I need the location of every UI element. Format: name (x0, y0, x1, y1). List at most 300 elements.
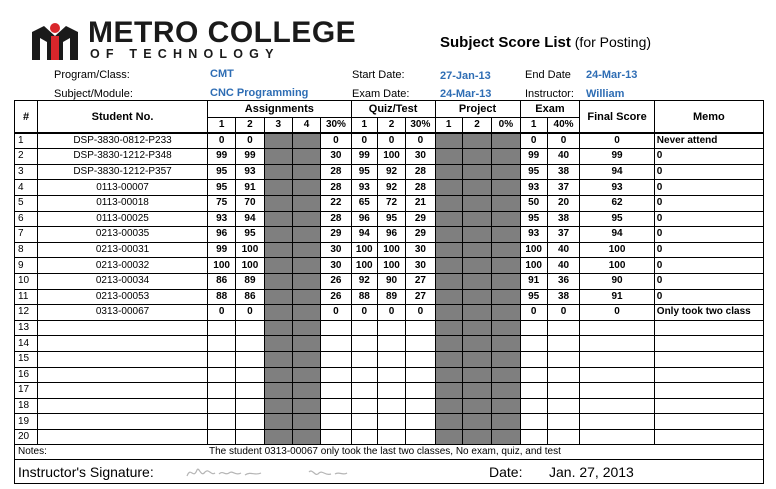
date-label: Date: (489, 464, 523, 480)
shaded-cell (264, 398, 292, 414)
cell-memo (654, 351, 763, 367)
shaded-cell (292, 242, 320, 258)
cell-id (38, 320, 208, 336)
signature-label: Instructor's Signature: (18, 464, 154, 480)
cell-q2: 0 (377, 133, 405, 149)
shaded-cell (435, 227, 462, 243)
cell-a1: 93 (207, 211, 235, 227)
shaded-cell (492, 414, 520, 430)
cell-memo: 0 (654, 180, 763, 196)
shaded-cell (462, 429, 491, 445)
cell-a1 (207, 367, 235, 383)
cell-q1 (351, 320, 377, 336)
cell-memo (654, 367, 763, 383)
cell-e1: 95 (520, 211, 547, 227)
cell-q30: 27 (406, 273, 435, 289)
shaded-cell (435, 305, 462, 321)
cell-e40 (547, 398, 580, 414)
shaded-cell (292, 164, 320, 180)
cell-memo (654, 414, 763, 430)
signature-row (14, 460, 764, 484)
cell-id: 0113-00018 (38, 195, 208, 211)
shaded-cell (462, 367, 491, 383)
cell-e1: 93 (520, 227, 547, 243)
cell-q30: 30 (406, 149, 435, 165)
shaded-cell (435, 273, 462, 289)
cell-a1: 99 (207, 149, 235, 165)
sub-header: 1 (435, 118, 462, 134)
cell-a30: 26 (321, 273, 351, 289)
cell-q2: 89 (377, 289, 405, 305)
cell-e1: 91 (520, 273, 547, 289)
cell-memo: Only took two class (654, 305, 763, 321)
shaded-cell (462, 383, 491, 399)
cell-e40: 40 (547, 242, 580, 258)
shaded-cell (435, 180, 462, 196)
cell-memo: 0 (654, 242, 763, 258)
exam-date-value: 24-Mar-13 (440, 88, 492, 100)
cell-final: 94 (580, 227, 654, 243)
cell-n: 8 (15, 242, 38, 258)
college-logo (30, 14, 357, 64)
cell-final: 0 (580, 133, 654, 149)
shaded-cell (292, 398, 320, 414)
cell-id: DSP-3830-0812-P233 (38, 133, 208, 149)
shaded-cell (264, 149, 292, 165)
cell-a1 (207, 351, 235, 367)
cell-q1 (351, 351, 377, 367)
cell-final: 90 (580, 273, 654, 289)
sub-header: 2 (377, 118, 405, 134)
cell-a1: 99 (207, 242, 235, 258)
shaded-cell (292, 227, 320, 243)
cell-q30 (406, 398, 435, 414)
cell-a30: 28 (321, 180, 351, 196)
shaded-cell (292, 414, 320, 430)
cell-a30 (321, 398, 351, 414)
handwritten-signature-icon (185, 464, 355, 482)
cell-a1: 95 (207, 180, 235, 196)
shaded-cell (435, 429, 462, 445)
shaded-cell (492, 149, 520, 165)
table-row (15, 149, 764, 165)
cell-a2 (236, 383, 264, 399)
cell-id: DSP-3830-1212-P357 (38, 164, 208, 180)
shaded-cell (264, 320, 292, 336)
score-table-body (15, 133, 764, 445)
shaded-cell (292, 211, 320, 227)
cell-q30: 0 (406, 133, 435, 149)
cell-n: 3 (15, 164, 38, 180)
cell-e1: 93 (520, 180, 547, 196)
cell-memo: 0 (654, 195, 763, 211)
cell-n: 15 (15, 351, 38, 367)
cell-q1 (351, 383, 377, 399)
cell-n: 17 (15, 383, 38, 399)
shaded-cell (292, 133, 320, 149)
cell-q1: 99 (351, 149, 377, 165)
cell-id: 0213-00053 (38, 289, 208, 305)
title-main: Subject Score List (440, 34, 571, 51)
table-row (15, 195, 764, 211)
cell-memo (654, 398, 763, 414)
cell-a30: 22 (321, 195, 351, 211)
cell-id: DSP-3830-1212-P348 (38, 149, 208, 165)
cell-q1: 65 (351, 195, 377, 211)
shaded-cell (264, 367, 292, 383)
shaded-cell (264, 414, 292, 430)
cell-final: 93 (580, 180, 654, 196)
cell-a2 (236, 429, 264, 445)
cell-id (38, 398, 208, 414)
cell-q1 (351, 336, 377, 352)
shaded-cell (264, 258, 292, 274)
col-header-memo: Memo (654, 101, 763, 134)
end-date-label: End Date (525, 69, 571, 81)
cell-a1: 0 (207, 305, 235, 321)
cell-n: 9 (15, 258, 38, 274)
cell-id (38, 414, 208, 430)
cell-final: 0 (580, 305, 654, 321)
cell-e1: 0 (520, 305, 547, 321)
cell-q1: 95 (351, 164, 377, 180)
cell-a30 (321, 367, 351, 383)
cell-e1 (520, 398, 547, 414)
cell-q30: 28 (406, 164, 435, 180)
shaded-cell (462, 211, 491, 227)
shaded-cell (492, 429, 520, 445)
col-header-student: Student No. (38, 101, 208, 134)
shaded-cell (292, 305, 320, 321)
cell-q30 (406, 429, 435, 445)
cell-e40: 37 (547, 227, 580, 243)
cell-id (38, 367, 208, 383)
cell-n: 7 (15, 227, 38, 243)
sub-header: 1 (520, 118, 547, 134)
cell-n: 16 (15, 367, 38, 383)
shaded-cell (264, 164, 292, 180)
shaded-cell (292, 149, 320, 165)
col-header-final: Final Score (580, 101, 654, 134)
shaded-cell (492, 398, 520, 414)
notes-label: Notes: (18, 446, 47, 457)
table-row (15, 414, 764, 430)
cell-a30: 28 (321, 211, 351, 227)
shaded-cell (435, 383, 462, 399)
cell-a30 (321, 336, 351, 352)
cell-a1: 75 (207, 195, 235, 211)
col-header-project: Project (435, 101, 520, 118)
shaded-cell (492, 258, 520, 274)
cell-final: 100 (580, 242, 654, 258)
col-header-exam: Exam (520, 101, 580, 118)
cell-q2: 96 (377, 227, 405, 243)
cell-q2 (377, 367, 405, 383)
cell-q30 (406, 351, 435, 367)
table-row (15, 367, 764, 383)
shaded-cell (492, 227, 520, 243)
cell-a2: 100 (236, 242, 264, 258)
col-header-assignments: Assignments (207, 101, 351, 118)
col-header-quiz: Quiz/Test (351, 101, 435, 118)
cell-e1: 95 (520, 289, 547, 305)
sub-header: 3 (264, 118, 292, 134)
cell-q30 (406, 414, 435, 430)
cell-e40: 20 (547, 195, 580, 211)
cell-q30 (406, 367, 435, 383)
shaded-cell (435, 211, 462, 227)
cell-a2: 100 (236, 258, 264, 274)
cell-q30: 27 (406, 289, 435, 305)
shaded-cell (435, 336, 462, 352)
shaded-cell (435, 133, 462, 149)
cell-e40 (547, 383, 580, 399)
cell-q30: 29 (406, 227, 435, 243)
cell-e40: 38 (547, 164, 580, 180)
cell-q2: 100 (377, 258, 405, 274)
cell-q2: 72 (377, 195, 405, 211)
cell-q1: 94 (351, 227, 377, 243)
cell-a2: 95 (236, 227, 264, 243)
cell-memo (654, 336, 763, 352)
table-row (15, 273, 764, 289)
cell-q1: 100 (351, 242, 377, 258)
shaded-cell (264, 289, 292, 305)
shaded-cell (462, 164, 491, 180)
shaded-cell (292, 273, 320, 289)
shaded-cell (435, 320, 462, 336)
cell-a30: 29 (321, 227, 351, 243)
shaded-cell (435, 414, 462, 430)
shaded-cell (264, 242, 292, 258)
subject-value: CNC Programming (210, 87, 309, 99)
cell-final: 91 (580, 289, 654, 305)
cell-a2: 0 (236, 133, 264, 149)
cell-e40: 37 (547, 180, 580, 196)
cell-id: 0213-00034 (38, 273, 208, 289)
cell-q30 (406, 383, 435, 399)
cell-q30: 29 (406, 211, 435, 227)
cell-a1 (207, 398, 235, 414)
shaded-cell (492, 133, 520, 149)
shaded-cell (462, 305, 491, 321)
cell-id: 0213-00032 (38, 258, 208, 274)
cell-q2: 90 (377, 273, 405, 289)
sub-header: 2 (462, 118, 491, 134)
exam-date-label: Exam Date: (352, 88, 410, 100)
shaded-cell (462, 180, 491, 196)
cell-memo (654, 383, 763, 399)
sub-header: 30% (321, 118, 351, 134)
shaded-cell (492, 273, 520, 289)
cell-q30: 0 (406, 305, 435, 321)
cell-a2 (236, 398, 264, 414)
table-row (15, 336, 764, 352)
cell-q1: 0 (351, 305, 377, 321)
program-label: Program/Class: (54, 69, 130, 81)
cell-n: 19 (15, 414, 38, 430)
cell-memo: 0 (654, 164, 763, 180)
cell-a1: 100 (207, 258, 235, 274)
cell-e40: 38 (547, 211, 580, 227)
cell-e40 (547, 429, 580, 445)
shaded-cell (492, 383, 520, 399)
cell-a2: 99 (236, 149, 264, 165)
cell-final (580, 320, 654, 336)
cell-e1 (520, 320, 547, 336)
title-note: (for Posting) (574, 34, 652, 50)
table-row (15, 227, 764, 243)
shaded-cell (462, 273, 491, 289)
instructor-value: William (586, 88, 625, 100)
cell-id (38, 336, 208, 352)
cell-q1: 92 (351, 273, 377, 289)
shaded-cell (492, 336, 520, 352)
table-row (15, 429, 764, 445)
cell-memo: 0 (654, 289, 763, 305)
shaded-cell (462, 289, 491, 305)
shaded-cell (435, 367, 462, 383)
shaded-cell (492, 289, 520, 305)
shaded-cell (435, 258, 462, 274)
cell-final (580, 414, 654, 430)
cell-q30: 30 (406, 258, 435, 274)
sub-header: 0% (492, 118, 520, 134)
college-subtitle: OF TECHNOLOGY (90, 47, 280, 61)
cell-id: 0213-00031 (38, 242, 208, 258)
shaded-cell (264, 211, 292, 227)
cell-id: 0213-00035 (38, 227, 208, 243)
table-row (15, 258, 764, 274)
sub-header: 1 (351, 118, 377, 134)
cell-q1 (351, 429, 377, 445)
cell-q2 (377, 320, 405, 336)
shaded-cell (264, 351, 292, 367)
cell-a2: 86 (236, 289, 264, 305)
cell-q30: 21 (406, 195, 435, 211)
cell-a2: 89 (236, 273, 264, 289)
cell-e1: 0 (520, 133, 547, 149)
cell-q30: 30 (406, 242, 435, 258)
shaded-cell (462, 336, 491, 352)
shaded-cell (462, 351, 491, 367)
shaded-cell (292, 258, 320, 274)
cell-a30 (321, 320, 351, 336)
cell-a1 (207, 429, 235, 445)
cell-e40: 38 (547, 289, 580, 305)
shaded-cell (435, 398, 462, 414)
cell-a1: 88 (207, 289, 235, 305)
cell-e1 (520, 414, 547, 430)
cell-a1: 96 (207, 227, 235, 243)
table-row (15, 289, 764, 305)
cell-q1: 88 (351, 289, 377, 305)
cell-final (580, 336, 654, 352)
notes-text: The student 0313-00067 only took the last two classes, No exam, quiz, and test (209, 446, 561, 457)
cell-e40: 0 (547, 305, 580, 321)
shaded-cell (292, 429, 320, 445)
shaded-cell (264, 336, 292, 352)
cell-n: 4 (15, 180, 38, 196)
cell-e1: 99 (520, 149, 547, 165)
cell-q2: 92 (377, 180, 405, 196)
table-row (15, 351, 764, 367)
subject-label: Subject/Module: (54, 88, 133, 100)
cell-e1: 95 (520, 164, 547, 180)
table-row (15, 383, 764, 399)
cell-q1: 100 (351, 258, 377, 274)
start-date-label: Start Date: (352, 69, 405, 81)
cell-memo: Never attend (654, 133, 763, 149)
shaded-cell (492, 195, 520, 211)
cell-q2 (377, 429, 405, 445)
cell-q1: 93 (351, 180, 377, 196)
shaded-cell (435, 351, 462, 367)
shaded-cell (292, 320, 320, 336)
col-header-num: # (15, 101, 38, 134)
cell-id: 0113-00007 (38, 180, 208, 196)
cell-q2: 92 (377, 164, 405, 180)
program-value: CMT (210, 68, 234, 80)
sub-header: 4 (292, 118, 320, 134)
shaded-cell (492, 367, 520, 383)
cell-a2 (236, 336, 264, 352)
shaded-cell (292, 180, 320, 196)
college-logo-mark-icon (30, 22, 80, 62)
cell-q2: 95 (377, 211, 405, 227)
cell-a1 (207, 414, 235, 430)
cell-final (580, 367, 654, 383)
shaded-cell (435, 195, 462, 211)
cell-id: 0313-00067 (38, 305, 208, 321)
shaded-cell (492, 164, 520, 180)
cell-q2 (377, 383, 405, 399)
cell-memo: 0 (654, 273, 763, 289)
table-row (15, 320, 764, 336)
cell-e40: 0 (547, 133, 580, 149)
cell-a2 (236, 367, 264, 383)
cell-n: 2 (15, 149, 38, 165)
cell-memo: 0 (654, 227, 763, 243)
start-date-value: 27-Jan-13 (440, 70, 491, 82)
cell-q1: 96 (351, 211, 377, 227)
cell-a2: 91 (236, 180, 264, 196)
shaded-cell (264, 195, 292, 211)
shaded-cell (492, 211, 520, 227)
shaded-cell (462, 195, 491, 211)
shaded-cell (462, 242, 491, 258)
cell-a30 (321, 383, 351, 399)
cell-id: 0113-00025 (38, 211, 208, 227)
end-date-value: 24-Mar-13 (586, 69, 638, 81)
cell-memo (654, 429, 763, 445)
shaded-cell (462, 149, 491, 165)
cell-a1 (207, 320, 235, 336)
shaded-cell (292, 336, 320, 352)
cell-id (38, 383, 208, 399)
table-row (15, 305, 764, 321)
cell-final: 62 (580, 195, 654, 211)
cell-memo: 0 (654, 211, 763, 227)
shaded-cell (292, 195, 320, 211)
cell-q30 (406, 336, 435, 352)
shaded-cell (492, 351, 520, 367)
shaded-cell (264, 305, 292, 321)
shaded-cell (492, 242, 520, 258)
shaded-cell (462, 398, 491, 414)
cell-n: 1 (15, 133, 38, 149)
cell-q30 (406, 320, 435, 336)
